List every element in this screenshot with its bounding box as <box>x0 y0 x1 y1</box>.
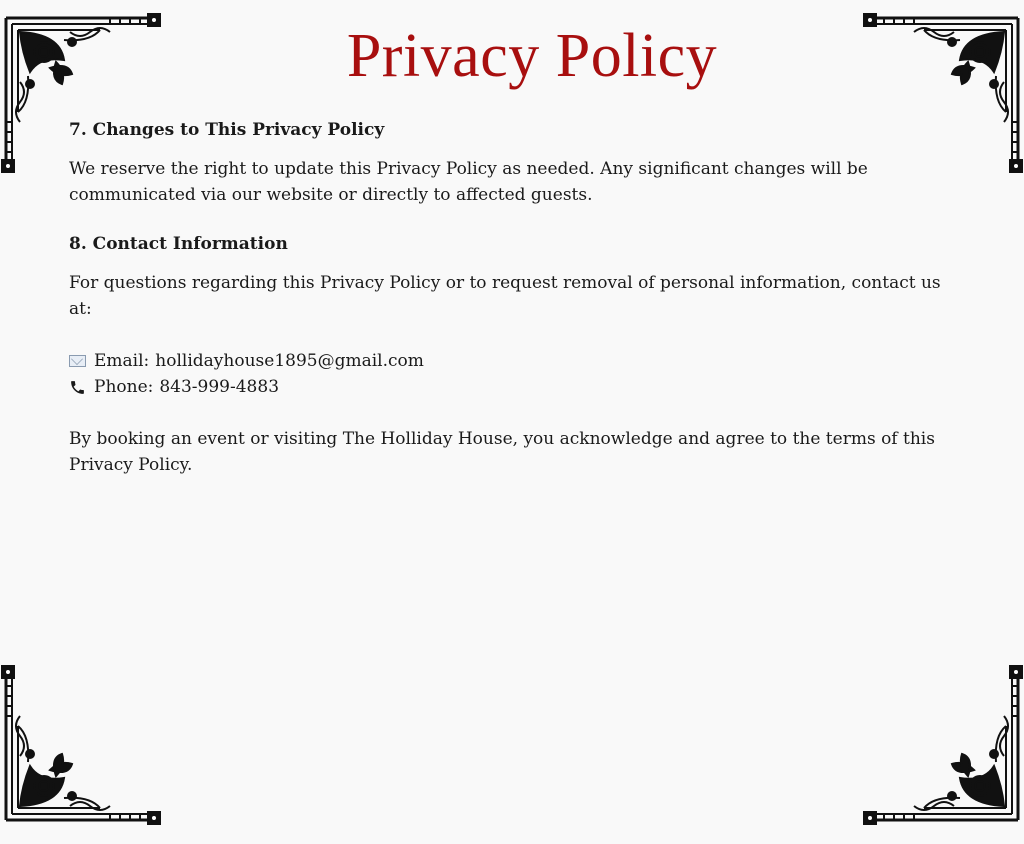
email-line <box>69 348 949 374</box>
ornamental-corner-bottom-right <box>860 662 1024 826</box>
envelope-icon <box>69 355 86 367</box>
section-heading-changes: 7. Changes to This Privacy Policy <box>69 120 385 140</box>
section-body-changes: We reserve the right to update this Privacy Policy as needed. Any significant changes will be communicated via our website or directly to affected guests. <box>69 159 868 205</box>
section-heading-contact: 8. Contact Information <box>69 234 288 254</box>
page-title: Privacy Policy <box>346 22 718 90</box>
email-link[interactable]: hollidayhouse1895@gmail.com <box>155 351 424 371</box>
phone-label: Phone: <box>94 377 154 397</box>
contact-intro: For questions regarding this Privacy Policy or to request removal of personal information, contact us at: <box>69 273 941 319</box>
ornamental-corner-bottom-left <box>0 662 164 826</box>
phone-link[interactable]: 843-999-4883 <box>159 377 280 397</box>
ornament-icon <box>860 662 1024 826</box>
email-label: Email: <box>94 351 150 371</box>
closing-statement: By booking an event or visiting The Holliday House, you acknowledge and agree to the terms of this Privacy Policy. <box>69 429 935 475</box>
section-contact <box>69 232 949 478</box>
policy-content <box>69 118 949 478</box>
phone-icon <box>69 379 86 396</box>
ornament-icon <box>0 662 164 826</box>
phone-line <box>69 374 949 400</box>
section-changes <box>69 118 949 208</box>
